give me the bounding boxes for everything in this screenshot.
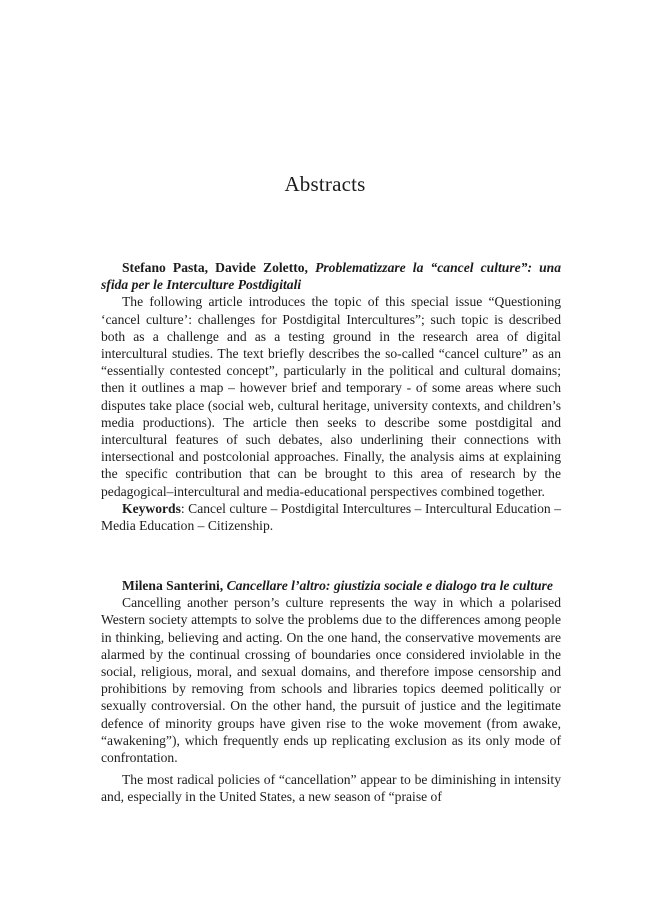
page-title: Abstracts xyxy=(284,172,366,197)
abstract-keywords xyxy=(101,500,561,534)
abstract-title: Problematizzare la “cancel culture”: una sfida per le Interculture Postdigitali xyxy=(101,260,561,293)
abstract-title: Cancellare l’altro: giustizia sociale e dialogo tra le culture xyxy=(226,578,553,593)
abstract-authors: Milena Santerini, xyxy=(122,578,224,593)
abstract-body: The following article introduces the topic of this special issue “Questioning ‘cancel culture’: challenges for Postdigital Intercultures”; such topic is described both as a challenge and as a testing ground in the research area of digital intercultural studies. The text briefly describes the so-called “cancel culture” as an “essentially contested concept”, particularly in the political and cultural domains; then it outlines a map – however brief and temporary - of some areas where such disputes take place (social web, cultural heritage, university contexts, and children’s media productions). The article then seeks to describe some postdigital and intercultural features of such debates, also underlining their connections with intersectional and postcolonial approaches. Finally, the analysis aims at explaining the specific contribution that can be brought to this area of research by the pedagogical–intercultural and media-educational perspectives combined together. xyxy=(101,294,561,499)
keywords-label: Keywords xyxy=(122,500,181,516)
abstract-santerini-continued xyxy=(101,771,561,805)
abstract-santerini xyxy=(101,577,561,766)
abstract-authors: Stefano Pasta, Davide Zoletto, xyxy=(122,260,308,275)
abstract-body: Cancelling another person’s culture represents the way in which a polarised Western society attempts to solve the problems due to the differences among people in thinking, believing and acting. On the one hand, the conservative movements are alarmed by the continual crossing of boundaries once considered inviolable in the social, religious, moral, and sexual domains, and therefore impose censorship and prohibitions by removing from schools and libraries topics deemed politically or sexually controversial. On the other hand, the pursuit of justice and the legitimate defence of minority groups have given rise to the woke movement (from awake, “awakening”), which frequently ends up replicating exclusion as its only mode of confrontation. xyxy=(101,595,561,766)
abstract-body-continued: The most radical policies of “cancellation” appear to be diminishing in intensity and, especially in the United States, a new season of “praise of xyxy=(101,772,561,805)
keywords-list: : Cancel culture – Postdigital Intercultures – Intercultural Education – Media Education – Citizenship. xyxy=(101,500,561,534)
abstract-heading xyxy=(101,259,561,293)
abstract-heading xyxy=(101,577,561,594)
abstract-pasta-zoletto xyxy=(101,259,561,534)
